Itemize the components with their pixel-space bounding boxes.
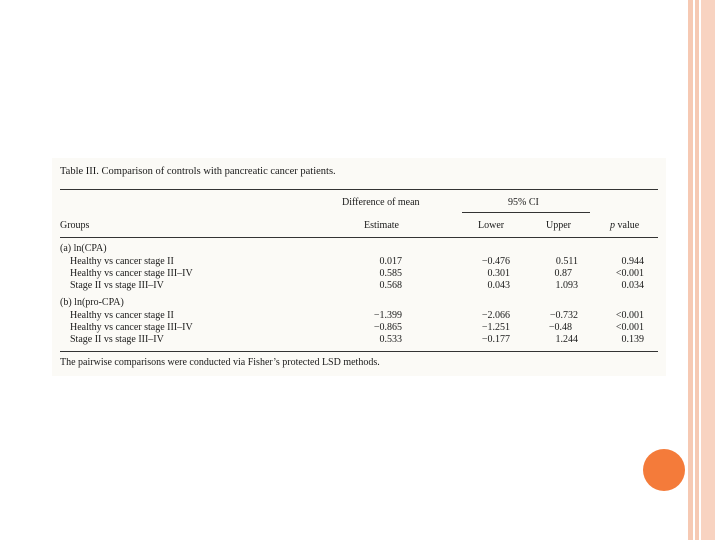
row-a3-estimate: 0.568 bbox=[379, 280, 402, 291]
row-b2-upper: −0.48 bbox=[548, 322, 572, 333]
header-groups: Groups bbox=[60, 220, 90, 231]
header-p-italic: p bbox=[610, 220, 615, 231]
row-a1-upper: 0.511 bbox=[555, 256, 578, 267]
row-b1-lower: −2.066 bbox=[481, 310, 510, 321]
row-a1-p: 0.944 bbox=[621, 256, 644, 267]
row-a2-lower: 0.301 bbox=[487, 268, 510, 279]
row-a1-group: Healthy vs cancer stage II bbox=[70, 256, 174, 267]
row-a3-lower: 0.043 bbox=[487, 280, 510, 291]
row-b2-group: Healthy vs cancer stage III–IV bbox=[70, 322, 193, 333]
row-a2-group: Healthy vs cancer stage III–IV bbox=[70, 268, 193, 279]
table-footnote: The pairwise comparisons were conducted via Fisher’s protected LSD methods. bbox=[60, 357, 380, 368]
row-b1-upper: −0.732 bbox=[549, 310, 578, 321]
table-header-rule bbox=[60, 237, 658, 238]
row-a2-upper: 0.87 bbox=[554, 268, 572, 279]
row-b1-estimate: −1.399 bbox=[373, 310, 402, 321]
header-lower: Lower bbox=[478, 220, 505, 231]
row-b2-estimate: −0.865 bbox=[373, 322, 402, 333]
row-b2-lower: −1.251 bbox=[481, 322, 510, 333]
row-b3-upper: 1.244 bbox=[555, 334, 578, 345]
section-title-b: (b) ln(pro-CPA) bbox=[60, 297, 124, 308]
row-a2-p: <0.001 bbox=[615, 268, 644, 279]
row-a3-group: Stage II vs stage III–IV bbox=[70, 280, 164, 291]
decor-stripe-gap bbox=[715, 0, 720, 540]
table-top-rule bbox=[60, 189, 658, 190]
row-a3-upper: 1.093 bbox=[555, 280, 578, 291]
decor-stripe bbox=[701, 0, 715, 540]
header-95-ci: 95% CI bbox=[508, 197, 539, 208]
row-b3-lower: −0.177 bbox=[481, 334, 510, 345]
header-p-value bbox=[610, 220, 639, 232]
row-a2-estimate: 0.585 bbox=[379, 268, 402, 279]
header-p-suffix: value bbox=[615, 220, 640, 231]
row-b2-p: <0.001 bbox=[615, 322, 644, 333]
ci-header-rule bbox=[462, 212, 590, 213]
header-upper: Upper bbox=[546, 220, 571, 231]
row-b1-p: <0.001 bbox=[615, 310, 644, 321]
header-estimate: Estimate bbox=[364, 220, 399, 231]
row-b3-estimate: 0.533 bbox=[379, 334, 402, 345]
orange-circle-decoration bbox=[643, 449, 685, 491]
row-a1-estimate: 0.017 bbox=[379, 256, 402, 267]
row-a1-lower: −0.476 bbox=[481, 256, 510, 267]
row-b1-group: Healthy vs cancer stage II bbox=[70, 310, 174, 321]
table-bottom-rule bbox=[60, 351, 658, 352]
header-difference-of-mean: Difference of mean bbox=[342, 197, 420, 208]
row-b3-group: Stage II vs stage III–IV bbox=[70, 334, 164, 345]
row-b3-p: 0.139 bbox=[621, 334, 644, 345]
row-a3-p: 0.034 bbox=[621, 280, 644, 291]
section-title-a: (a) ln(CPA) bbox=[60, 243, 107, 254]
table-caption: Table III. Comparison of controls with pancreatic cancer patients. bbox=[60, 166, 336, 177]
